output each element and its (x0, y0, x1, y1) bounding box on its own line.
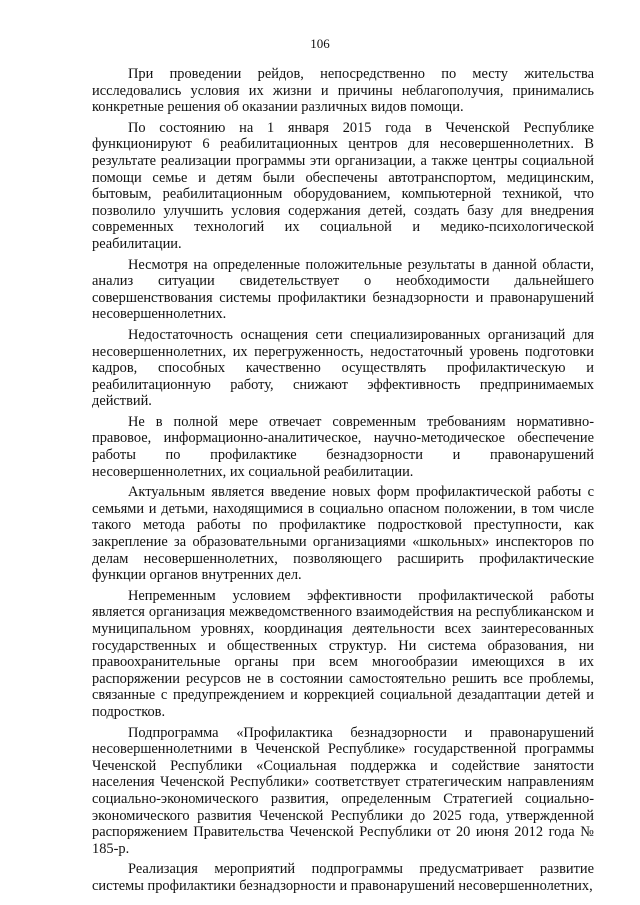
paragraph: Реализация мероприятий подпрограммы предусматривает развитие системы профилактики безнадзорности и правонарушений несовершеннолетних, (92, 861, 594, 894)
paragraph: По состоянию на 1 января 2015 года в Чеченской Республике функционируют 6 реабилитационных центров для несовершеннолетних. В результате реализации программы эти организации, а также центры социальной помощи семье и детям были обеспечены автотранспортом, медицинским, бытовым, реабилитационным оборудованием, компьютерной техникой, что позволило улучшить условия содержания детей, создать базу для внедрения современных технологий их социальной и медико-психологической реабилитации. (92, 119, 594, 252)
paragraph: Подпрограмма «Профилактика безнадзорности и правонарушений несовершеннолетними в Чеченской Республике» государственной программы Чеченской Республики «Социальная поддержка и содействие занятости населения Чеченской Республики» соответствует стратегическим направлениям социально-экономического развития, определенным Стратегией социально-экономического развития Чеченской Республики до 2025 года, утвержденной распоряжением Правительства Чеченской Республики от 20 июня 2012 года № 185-р. (92, 724, 594, 857)
paragraph: Актуальным является введение новых форм профилактической работы с семьями и детьми, находящимися в социально опасном положении, в том числе такого метода работы по профилактике подростковой преступности, как закрепление за образовательными организациями «школьных» инспекторов по делам несовершеннолетних, позволяющего расширить профилактические функции органов внутренних дел. (92, 484, 594, 584)
paragraph: Не в полной мере отвечает современным требованиям нормативно-правовое, информационно-аналитическое, научно-методическое обеспечение работы по профилактике безнадзорности и правонарушений несовершеннолетних, их социальной реабилитации. (92, 413, 594, 480)
paragraph: Непременным условием эффективности профилактической работы является организация межведомственного взаимодействия на республиканском и муниципальном уровнях, координация деятельности всех заинтересованных государственных и общественных структур. Ни система образования, ни правоохранительные органы при всем многообразии имеющихся в их распоряжении ресурсов не в состоянии самостоятельно решить все проблемы, связанные с предупреждением и коррекцией социальной дезадаптации детей и подростков. (92, 587, 594, 720)
page-number: 106 (310, 36, 330, 51)
paragraph: При проведении рейдов, непосредственно по месту жительства исследовались условия их жизни и причины неблагополучия, принимались конкретные решения об оказании различных видов помощи. (92, 66, 594, 116)
paragraph: Недостаточность оснащения сети специализированных организаций для несовершеннолетних, их перегруженность, недостаточный уровень подготовки кадров, способных качественно осуществлять профилактическую и реабилитационную работу, снижают эффективность предпринимаемых действий. (92, 326, 594, 410)
paragraph: Несмотря на определенные положительные результаты в данной области, анализ ситуации свидетельствует о необходимости дальнейшего совершенствования системы профилактики безнадзорности и правонарушений несовершеннолетних. (92, 256, 594, 323)
body-text (92, 66, 594, 899)
